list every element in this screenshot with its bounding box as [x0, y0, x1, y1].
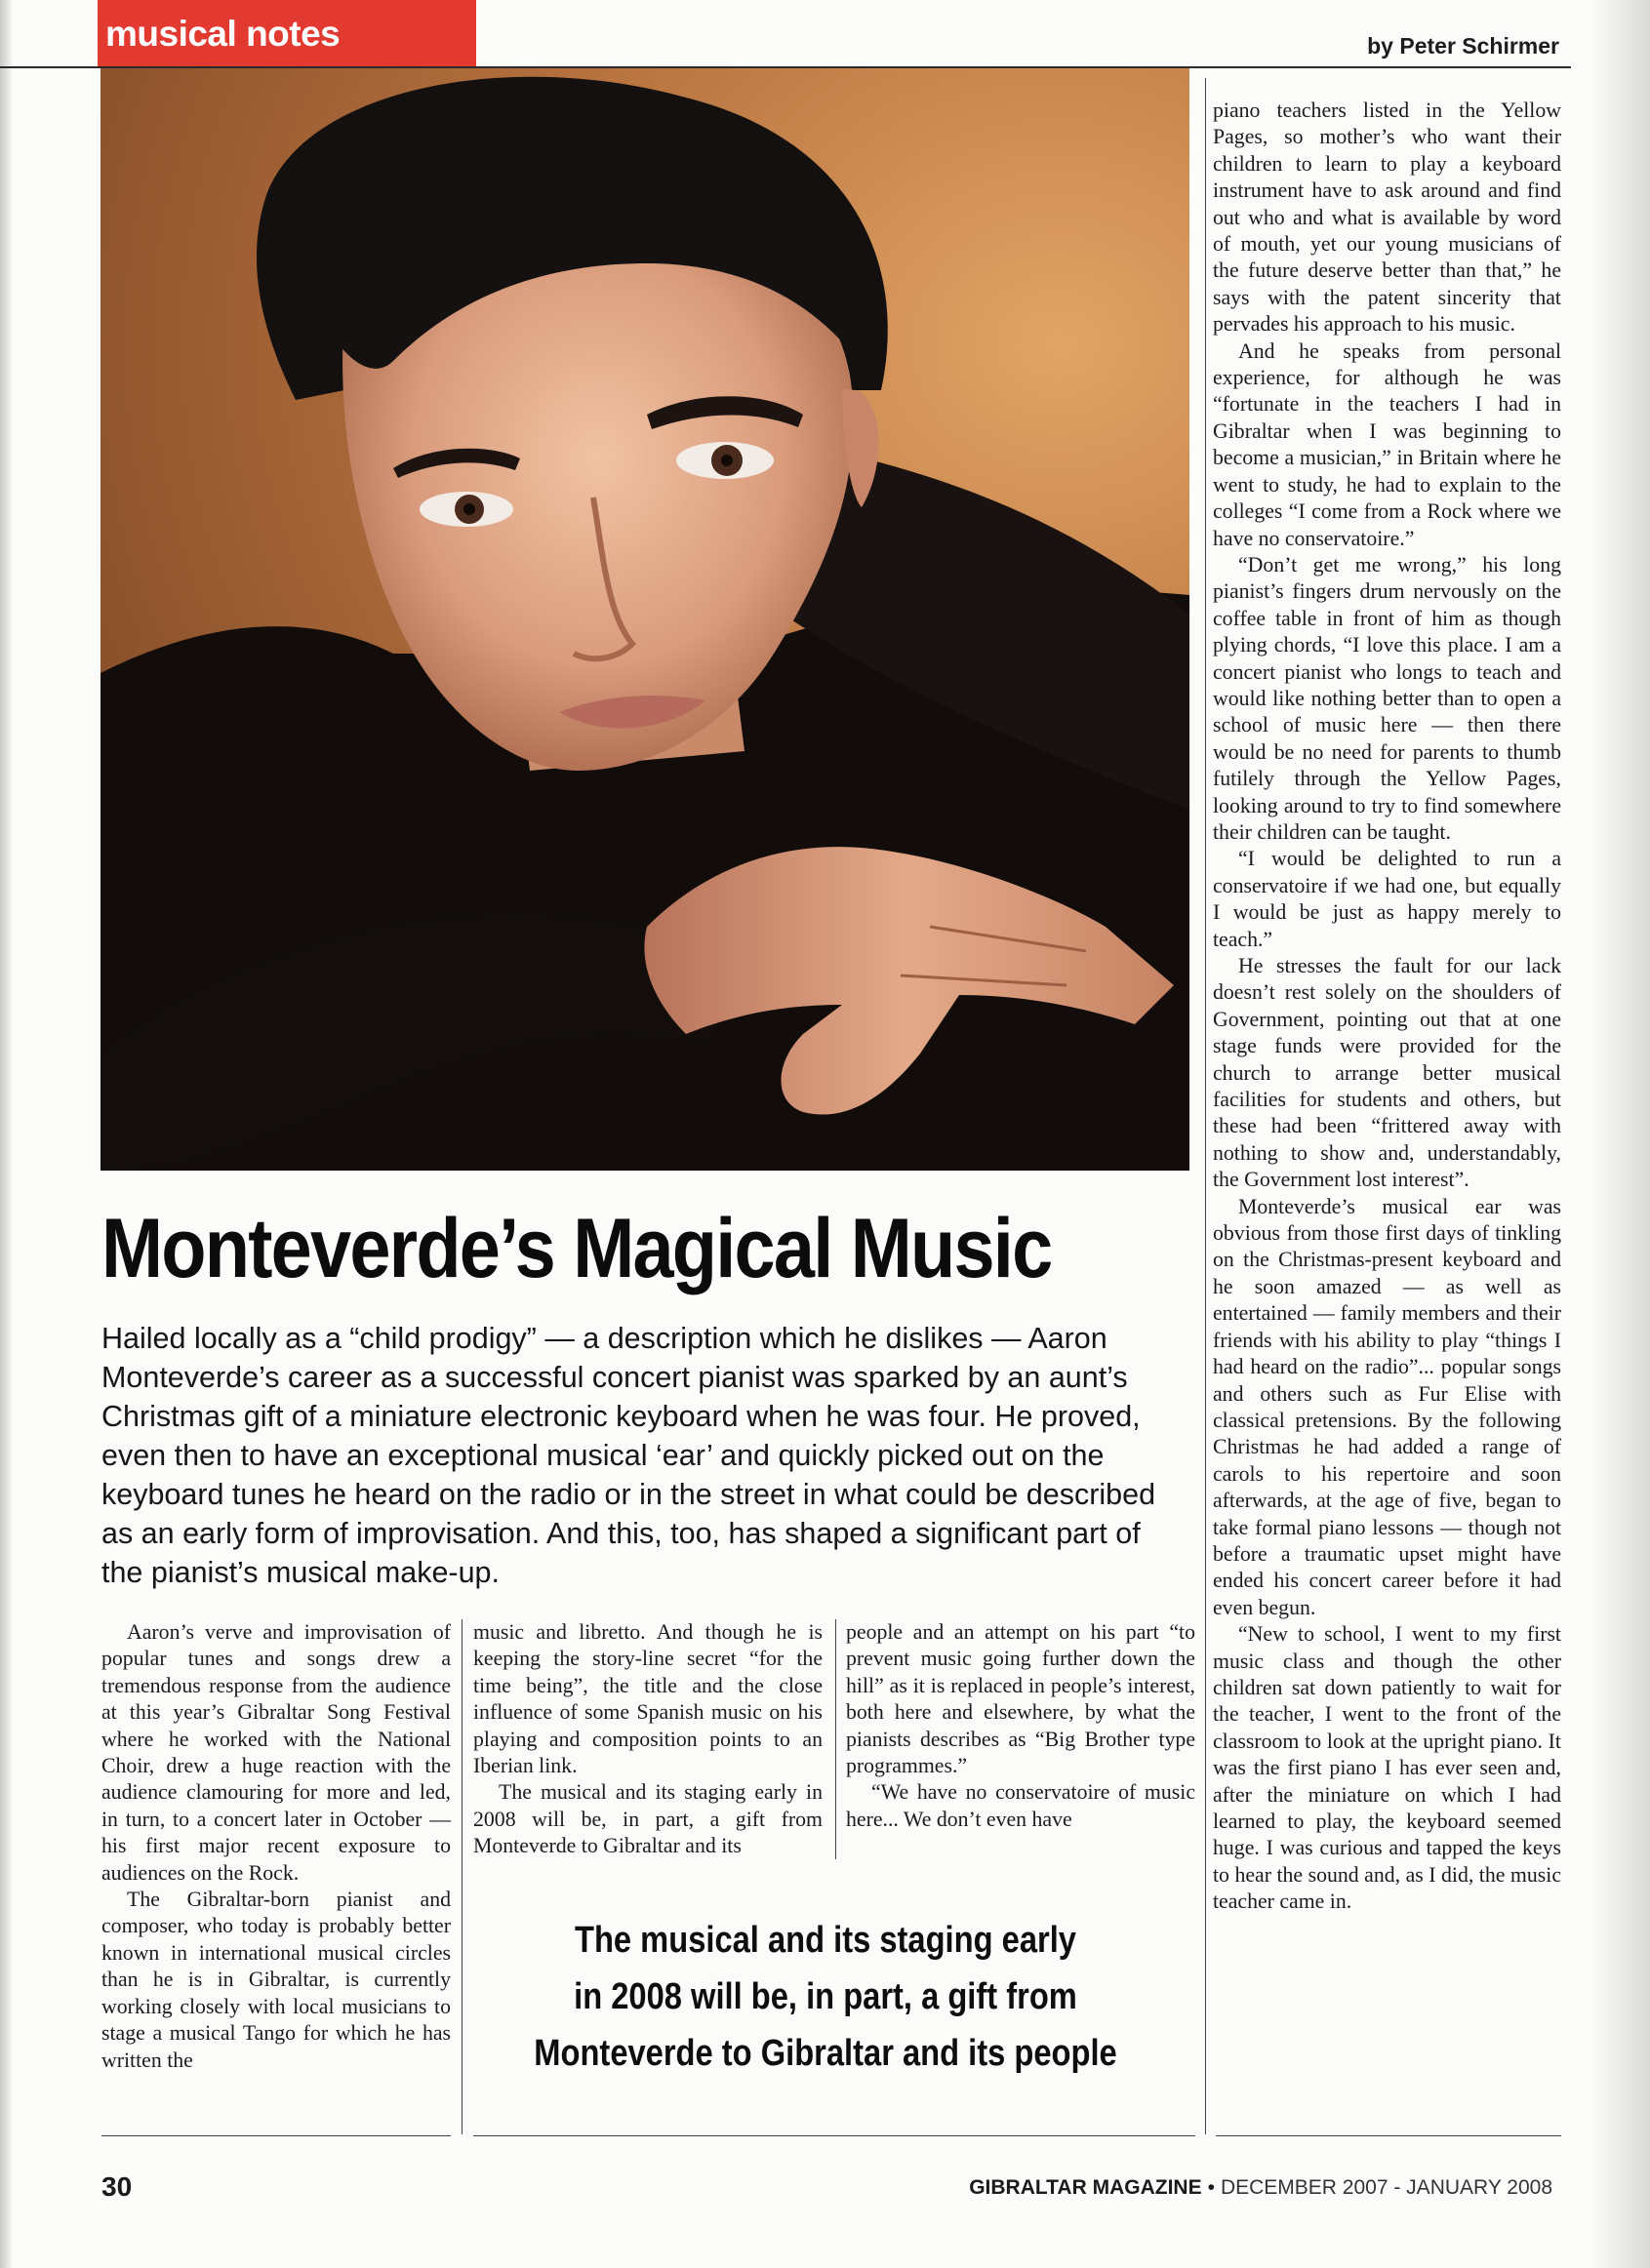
paragraph: And he speaks from personal experience, for although he was “fortunate in the teachers I had in Gibraltar when I was beginning to become a musician,” in Britain where he went to study, he had to explain to the colleges “I come from a Rock where we have no conservatoire.” [1213, 338, 1561, 550]
column-3 [846, 1619, 1195, 1833]
footer-magazine [969, 2176, 1552, 2200]
page-number: 30 [101, 2171, 133, 2202]
paragraph: He stresses the fault for our lack doesn’t rest solely on the shoulders of Government, pointing out that at one stage funds were provided for the church to arrange better musical facilities for students and others, but these had been “frittered away with nothing to show and, understandably, the Government lost interest”. [1213, 954, 1561, 1192]
pull-quote-line: Monteverde to Gibraltar and its people [534, 2033, 1117, 2074]
column-divider [1205, 78, 1206, 2134]
portrait-photo [101, 68, 1189, 1171]
pull-quote-line: The musical and its staging early [575, 1920, 1076, 1961]
column-2 [473, 1619, 823, 1860]
headline: Monteverde’s Magical Music [101, 1202, 1052, 1295]
paragraph: Aaron’s verve and improvisation of popular tunes and songs drew a tremendous response from the audience at this year’s Gibraltar Song Festival where he worked with the National Choir, drew a huge reaction with the audience clamouring for more and led, in turn, to a concert later in October — his first major recent exposure to audiences on the Rock. [101, 1620, 451, 1885]
separator: • [1207, 2176, 1215, 2199]
paragraph: Monteverde’s musical ear was obvious from those first days of tinkling on the Christmas-present keyboard and he soon amazed — as well as entertained — family members and their friends with his ability to play “things I had heard on the radio”... popular songs and others such as Fur Elise with classical pretensions. By the following Christmas he had added a range of carols to his repertoire and soon afterwards, at the age of five, began to take formal piano lessons — though not before a traumatic upset might have ended his concert career before it had even begun. [1213, 1194, 1561, 1619]
paragraph: music and libretto. And though he is keeping the story-line secret “for the time being”, the title and the close influence of some Spanish music on his playing and composition points to an Iberian link. [473, 1620, 823, 1778]
pull-quote-line: in 2008 will be, in part, a gift from [574, 1976, 1077, 2017]
section-label: musical notes [105, 14, 341, 54]
bottom-rule [1216, 2135, 1561, 2136]
column-divider [462, 1619, 463, 2134]
page-edge-shadow [1591, 0, 1650, 2268]
paragraph: The musical and its staging early in 2008 will be, in part, a gift from Monteverde to Gibraltar and its [473, 1780, 823, 1858]
paragraph: “We have no conservatoire of music here... We don’t even have [846, 1780, 1195, 1831]
paragraph: people and an attempt on his part “to prevent music going further down the hill” as it is replaced in people’s interest, both here and elsewhere, by what the pianists describes as “Big Brother type programmes.” [846, 1620, 1195, 1778]
bottom-rule [101, 2135, 451, 2136]
paragraph: The Gibraltar-born pianist and composer, who today is probably better known in international musical circles than he is in Gibraltar, is currently working closely with local musicians to stage a musical Tango for which he has written the [101, 1888, 451, 2072]
paragraph: “New to school, I went to my first music class and though the other children sat down patiently to wait for the teacher, I went to the front of the classroom to look at the upright piano. It was the first piano I has ever seen and, after the miniature on which I had learned to play, the keyboard seemed huge. I was curious and tapped the keys to hear the sound and, as I did, the music teacher came in. [1213, 1622, 1561, 1914]
issue-date: DECEMBER 2007 - JANUARY 2008 [1220, 2176, 1552, 2199]
column-divider [835, 1619, 836, 1859]
paragraph: “Don’t get me wrong,” his long pianist’s fingers drum nervously on the coffee table in front of him as though plying chords, “I love this place. I am a concert pianist who longs to teach and would like nothing better than to open a school of music here — then there would be no need for parents to thumb futilely through the Yellow Pages, looking around to try to find somewhere their children can be taught. [1213, 552, 1561, 844]
column-1 [101, 1619, 451, 2074]
magazine-name: GIBRALTAR MAGAZINE [969, 2176, 1202, 2199]
page-spine-shadow [0, 0, 12, 2268]
paragraph: “I would be delighted to run a conservatoire if we had one, but equally I would be just as happy merely to teach.” [1213, 847, 1561, 951]
section-tab [98, 0, 476, 66]
paragraph: piano teachers listed in the Yellow Pages, so mother’s who want their children to learn to play a keyboard instrument have to ask around and find out who and what is available by word of mouth, yet our young musicians of the future deserve better than that,” he says with the patent sincerity that pervades his approach to his music. [1213, 99, 1561, 337]
portrait-photo-icon [101, 68, 1189, 1171]
pull-quote [464, 1912, 1187, 2082]
bottom-rule [473, 2135, 1195, 2136]
intro-paragraph: Hailed locally as a “child prodigy” — a description which he dislikes — Aaron Monteverde’s career as a successful concert pianist was sparked by an aunt’s Christmas gift of a miniature electronic keyboard when he was four. He proved, even then to have an exceptional musical ‘ear’ and quickly picked out on the keyboard tunes he heard on the radio or in the street in what could be described as an early form of improvisation. And this, too, has shaped a significant part of the pianist’s musical make-up. [101, 1322, 1156, 1589]
byline: by Peter Schirmer [1367, 33, 1559, 59]
column-4 [1213, 98, 1561, 1916]
